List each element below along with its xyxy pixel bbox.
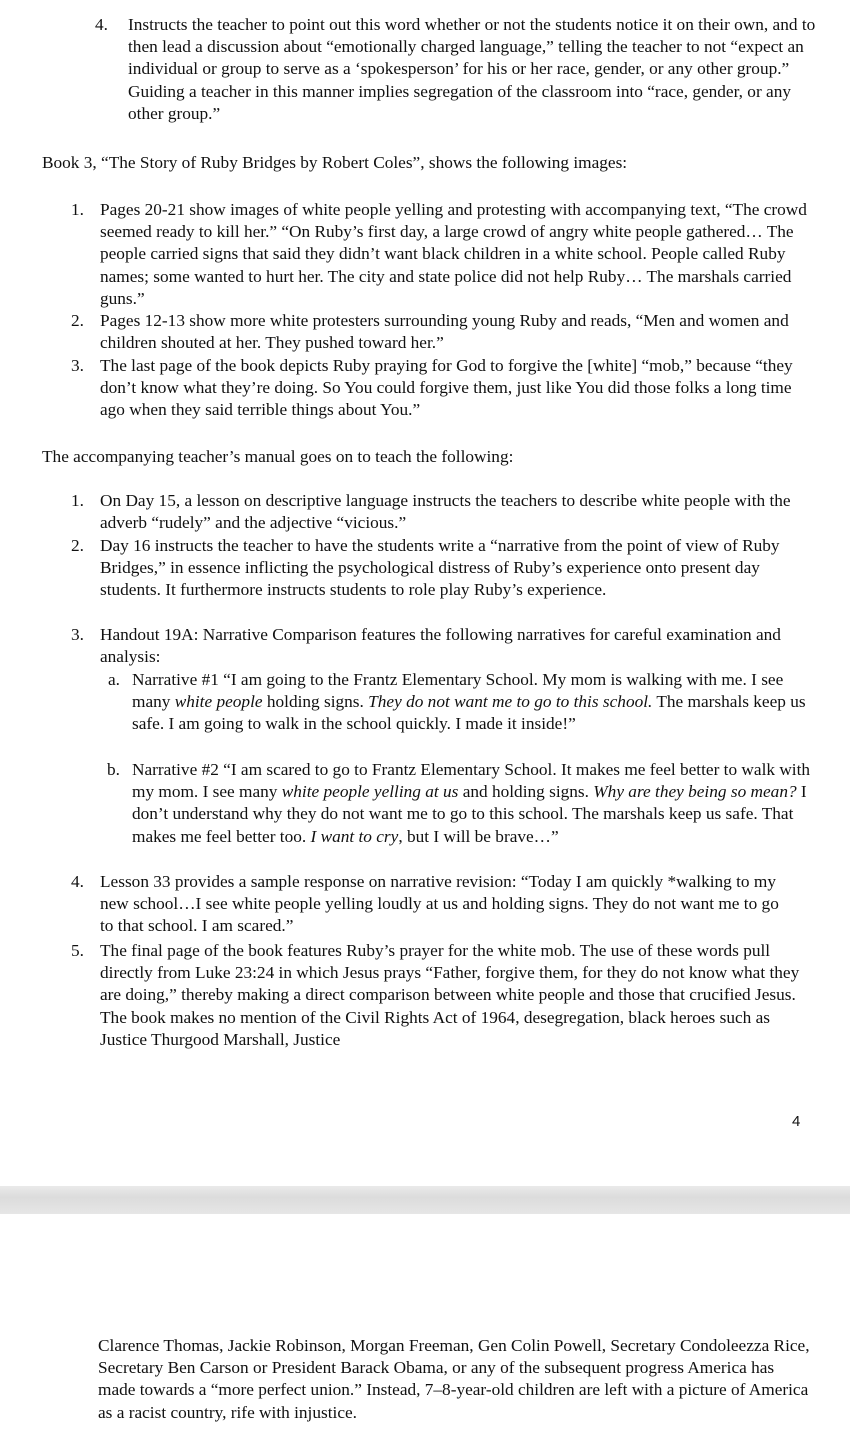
book3-intro: Book 3, “The Story of Ruby Bridges by Robert Coles”, shows the following images: bbox=[42, 153, 628, 172]
list-text: On Day 15, a lesson on descriptive language instructs the teachers to describe white people with the adverb “rudely” and the adjective “vicious.” bbox=[100, 491, 791, 533]
list-number: 4. bbox=[71, 872, 84, 891]
sub-list-letter: b. bbox=[107, 760, 120, 779]
narrative-2-text: Narrative #2 “I am scared to go to Frantz Elementary School. It makes me feel better to walk with my mom. I see many white people yelling at us and holding signs. Why are they being so mean? I don’t understand why they do not want me to go to this school. The marshals keep us safe. That makes me feel better too. I want to cry, but I will be brave…” bbox=[132, 760, 811, 846]
list-text: Instructs the teacher to point out this word whether or not the students notice it on their own, and to then lead a discussion about “emotionally charged language,” telling the teacher to not “expect an individual or group to serve as a ‘spokesperson’ for his or her race, gender, or any other group.” Guiding a teacher in this manner implies segregation of the classroom into “race, gender, or any other group.” bbox=[128, 15, 816, 123]
sub-list-letter: a. bbox=[108, 670, 120, 689]
list-number: 1. bbox=[71, 491, 84, 510]
list-number: 3. bbox=[71, 356, 84, 375]
list-number: 5. bbox=[71, 941, 84, 960]
list-number: 2. bbox=[71, 536, 84, 555]
document-page-2 bbox=[0, 1214, 850, 1440]
list-number: 2. bbox=[71, 311, 84, 330]
continuation-paragraph: Clarence Thomas, Jackie Robinson, Morgan Freeman, Gen Colin Powell, Secretary Condoleezza Rice, Secretary Ben Carson or President Barack Obama, or any of the subsequent progress America has made towards a “more perfect union.” Instead, 7–8-year-old children are left with a picture of America as a racist country, rife with injustice. bbox=[98, 1336, 810, 1422]
list-text: The last page of the book depicts Ruby praying for God to forgive the [white] “mob,” because “they don’t know what they’re doing. So You could forgive them, just like You did those folks a long time ago when they said terrible things about You.” bbox=[100, 356, 793, 420]
narrative-1-text: Narrative #1 “I am going to the Frantz Elementary School. My mom is walking with me. I see many white people holding signs. They do not want me to go to this school. The marshals keep us safe. I am going to walk in the school quickly. I made it inside!” bbox=[132, 670, 806, 734]
list-text: Day 16 instructs the teacher to have the students write a “narrative from the point of view of Ruby Bridges,” in essence inflicting the psychological distress of Ruby’s experience onto present day students. It furthermore instructs students to role play Ruby’s experience. bbox=[100, 536, 780, 600]
list-number: 4. bbox=[95, 15, 108, 34]
page-number: 4 bbox=[792, 1113, 801, 1130]
list-text: Handout 19A: Narrative Comparison features the following narratives for careful examination and analysis: bbox=[100, 625, 781, 667]
list-text: Pages 12-13 show more white protesters surrounding young Ruby and reads, “Men and women and children shouted at her. They pushed toward her.” bbox=[100, 311, 789, 353]
page-break bbox=[0, 1186, 850, 1214]
list-number: 1. bbox=[71, 200, 84, 219]
list-text: Lesson 33 provides a sample response on narrative revision: “Today I am quickly *walking to my new school…I see white people yelling loudly at us and holding signs. They do not want me to go to that school. I am scared.” bbox=[100, 872, 779, 936]
list-number: 3. bbox=[71, 625, 84, 644]
manual-intro: The accompanying teacher’s manual goes on to teach the following: bbox=[42, 447, 514, 466]
list-text: The final page of the book features Ruby’s prayer for the white mob. The use of these words pull directly from Luke 23:24 in which Jesus prays “Father, forgive them, for they do not know what they are doing,” thereby making a direct comparison between white people and those that crucified Jesus. The book makes no mention of the Civil Rights Act of 1964, desegregation, black heroes such as Justice Thurgood Marshall, Justice bbox=[100, 941, 800, 1049]
list-text: Pages 20-21 show images of white people yelling and protesting with accompanying text, “The crowd seemed ready to kill her.” “On Ruby’s first day, a large crowd of angry white people gathered… The people carried signs that said they didn’t want black children in a white school. People called Ruby names; some wanted to hurt her. The city and state police did not help Ruby… The marshals carried guns.” bbox=[100, 200, 807, 308]
